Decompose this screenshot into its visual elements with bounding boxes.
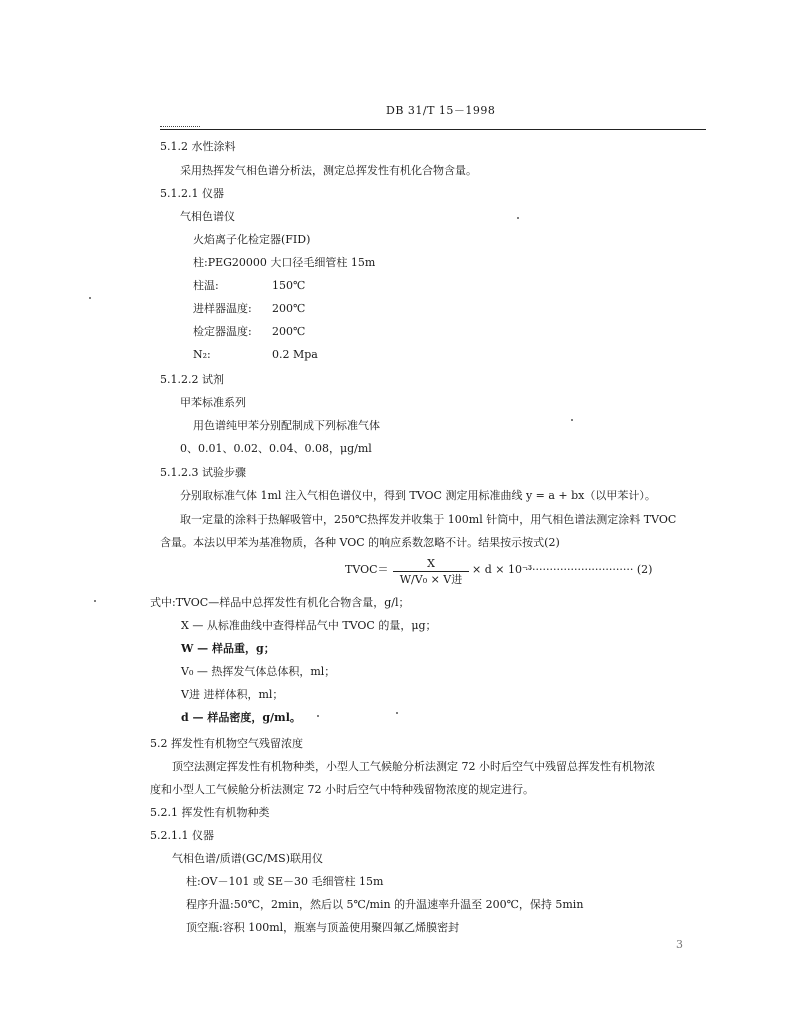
formula-numerator: X <box>427 557 435 570</box>
page-number: 3 <box>676 938 683 951</box>
column-temp-label: 柱温: <box>193 279 219 292</box>
def-vin: V进 进样体积，ml； <box>181 688 284 701</box>
formula-denominator: W/V₀ × V进 <box>399 573 463 586</box>
scan-speck <box>94 600 96 602</box>
section-5-2-1-1: 5.2.1.1 仪器 <box>150 829 214 842</box>
column-line: 柱:PEG20000 大口径毛细管柱 15m <box>193 256 376 269</box>
formula-fraction <box>393 557 469 586</box>
paragraph: 采用热挥发气相色谱分析法，测定总挥发性有机化合物含量。 <box>180 164 477 177</box>
section-5-2-paragraph-2: 度和小型人工气候舱分析法测定 72 小时后空气中特种残留物浓度的规定进行。 <box>150 783 534 796</box>
gc-title: 气相色谱仪 <box>180 210 235 223</box>
section-5-1-2-3: 5.1.2.3 试验步骤 <box>160 466 246 479</box>
def-w: W — 样品重，g； <box>181 642 275 655</box>
section-5-1-2-1: 5.1.2.1 仪器 <box>160 187 224 200</box>
column-2-line: 柱:OV－101 或 SE－30 毛细管柱 15m <box>186 875 384 888</box>
detector-temp-label: 检定器温度: <box>193 325 252 338</box>
formula-rhs: × d × 10⁻³ <box>472 563 533 576</box>
formula-lhs: TVOC＝ <box>345 563 389 576</box>
step-paragraph-2: 取一定量的涂料于热解吸管中，250℃热挥发并收集于 100ml 针筒中，用气相色谱法测定涂料 TVOC <box>180 513 677 526</box>
step-paragraph-1: 分别取标准气体 1ml 注入气相色谱仪中，得到 TVOC 测定用标准曲线 y = a + bx（以甲苯计）。 <box>180 489 656 502</box>
scan-speck <box>317 715 319 717</box>
section-5-2: 5.2 挥发性有机物空气残留浓度 <box>150 737 303 750</box>
formula-number: ······························· (2) <box>525 563 653 576</box>
n2-value: 0.2 Mpa <box>272 348 318 361</box>
section-5-2-paragraph-1: 顶空法测定挥发性有机物种类，小型人工气候舱分析法测定 72 小时后空气中残留总挥发性有机物浓 <box>172 760 655 773</box>
section-5-1-2: 5.1.2 水性涂料 <box>160 140 236 153</box>
concentrations: 0、0.01、0.02、0.04、0.08，μg/ml <box>180 442 372 455</box>
injector-temp-label: 进样器温度: <box>193 302 252 315</box>
scan-speck <box>571 419 573 421</box>
def-v0: V₀ — 热挥发气体总体积，ml； <box>181 665 336 678</box>
fid-line: 火焰离子化检定器(FID) <box>193 233 311 246</box>
fraction-bar <box>393 571 469 572</box>
toluene-standard: 甲苯标准系列 <box>180 396 246 409</box>
n2-label: N₂: <box>193 348 211 361</box>
scan-speck <box>396 712 398 714</box>
toluene-prep: 用色谱纯甲苯分别配制成下列标准气体 <box>193 419 380 432</box>
header-rule <box>160 129 706 130</box>
scan-speck <box>517 217 519 219</box>
step-paragraph-3: 含量。本法以甲苯为基准物质，各种 VOC 的响应系数忽略不计。结果按示按式(2) <box>160 536 560 549</box>
where-clause: 式中:TVOC—样品中总挥发性有机化合物含量，g/l； <box>150 596 410 609</box>
program-line: 程序升温:50℃，2min，然后以 5℃/min 的升温速率升温至 200℃，保持 5min <box>186 898 584 911</box>
injector-temp-value: 200℃ <box>272 302 306 315</box>
scan-speck <box>89 297 91 299</box>
section-5-1-2-2: 5.1.2.2 试剂 <box>160 373 224 386</box>
standard-code: DB 31/T 15－1998 <box>386 104 496 117</box>
vial-line: 顶空瓶:容积 100ml，瓶塞与顶盖使用聚四氟乙烯膜密封 <box>186 921 460 934</box>
def-x: X — 从标准曲线中查得样品气中 TVOC 的量，μg； <box>181 619 437 632</box>
gcms-line: 气相色谱/质谱(GC/MS)联用仪 <box>172 852 323 865</box>
column-temp-value: 150℃ <box>272 279 306 292</box>
header-rule-dots <box>160 126 200 127</box>
section-5-2-1: 5.2.1 挥发性有机物种类 <box>150 806 270 819</box>
def-d: d — 样品密度，g/ml。 <box>181 711 301 724</box>
detector-temp-value: 200℃ <box>272 325 306 338</box>
